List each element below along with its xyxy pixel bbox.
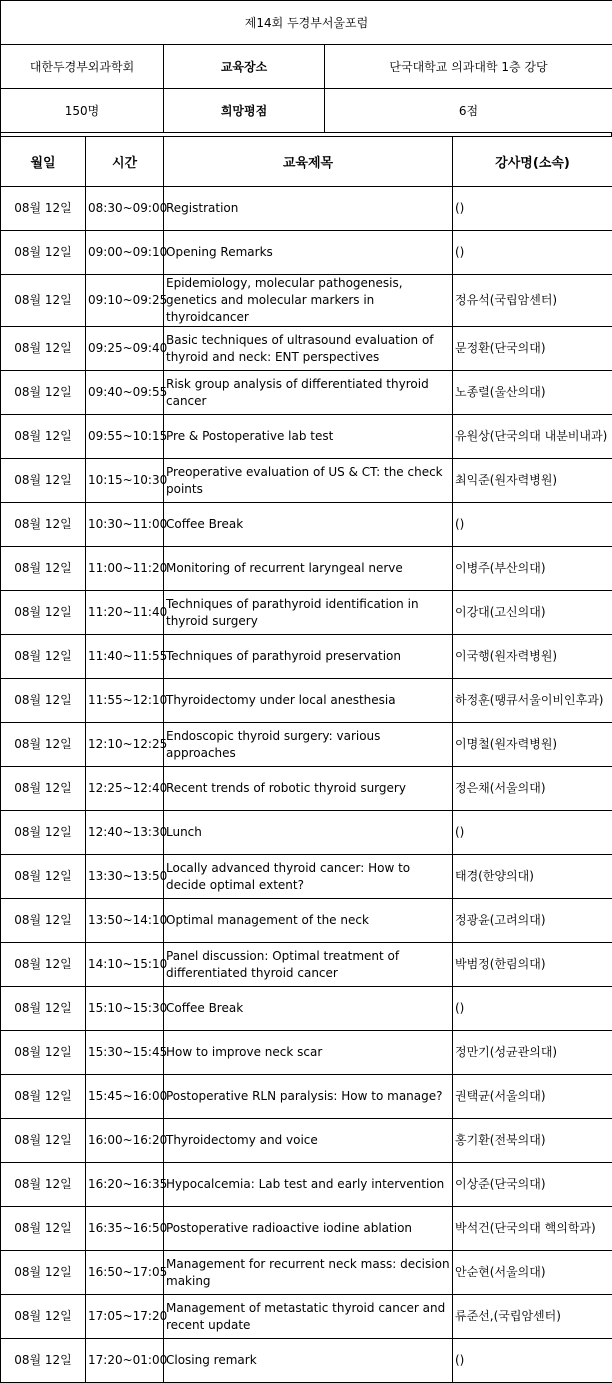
session-time: 15:45~16:00: [86, 1075, 164, 1119]
schedule-row: [1, 855, 612, 899]
session-time: 10:30~11:00: [86, 503, 164, 547]
session-date: 08월 12일: [1, 855, 86, 899]
capacity: 150명: [1, 89, 164, 133]
session-date: 08월 12일: [1, 415, 86, 459]
schedule-header-row: [1, 137, 612, 187]
session-speaker: 정광윤(고려의대): [453, 899, 612, 943]
session-title: Closing remark: [164, 1339, 453, 1383]
session-time: 17:05~17:20: [86, 1295, 164, 1339]
session-speaker: 홍기환(전북의대): [453, 1119, 612, 1163]
schedule-row: [1, 987, 612, 1031]
schedule-row: [1, 503, 612, 547]
session-speaker: (): [453, 811, 612, 855]
schedule-row: [1, 231, 612, 275]
session-date: 08월 12일: [1, 591, 86, 635]
session-time: 12:25~12:40: [86, 767, 164, 811]
session-time: 11:20~11:40: [86, 591, 164, 635]
session-date: 08월 12일: [1, 371, 86, 415]
session-speaker: 류준선,(국립암센터): [453, 1295, 612, 1339]
header-title: 교육제목: [164, 137, 453, 187]
schedule-row: [1, 1031, 612, 1075]
session-title: Thyroidectomy under local anesthesia: [164, 679, 453, 723]
session-title: Thyroidectomy and voice: [164, 1119, 453, 1163]
session-time: 15:10~15:30: [86, 987, 164, 1031]
session-date: 08월 12일: [1, 275, 86, 327]
session-speaker: 정유석(국립암센터): [453, 275, 612, 327]
session-title: Postoperative RLN paralysis: How to manage?: [164, 1075, 453, 1119]
session-title: Optimal management of the neck: [164, 899, 453, 943]
header-time: 시간: [86, 137, 164, 187]
session-time: 10:15~10:30: [86, 459, 164, 503]
session-speaker: 박석건(단국의대 핵의학과): [453, 1207, 612, 1251]
session-title: Management for recurrent neck mass: decision making: [164, 1251, 453, 1295]
session-speaker: 정은채(서울의대): [453, 767, 612, 811]
session-speaker: 이명철(원자력병원): [453, 723, 612, 767]
schedule-row: [1, 1295, 612, 1339]
session-time: 13:30~13:50: [86, 855, 164, 899]
session-date: 08월 12일: [1, 679, 86, 723]
session-date: 08월 12일: [1, 1163, 86, 1207]
session-date: 08월 12일: [1, 987, 86, 1031]
session-speaker: 문정환(단국의대): [453, 327, 612, 371]
session-speaker: (): [453, 987, 612, 1031]
session-speaker: 이병주(부산의대): [453, 547, 612, 591]
schedule-row: [1, 723, 612, 767]
session-date: 08월 12일: [1, 723, 86, 767]
header-date: 월일: [1, 137, 86, 187]
session-time: 09:00~09:10: [86, 231, 164, 275]
schedule-row: [1, 327, 612, 371]
session-date: 08월 12일: [1, 503, 86, 547]
session-speaker: 박범정(한림의대): [453, 943, 612, 987]
schedule-row: [1, 899, 612, 943]
organizer: 대한두경부외과학회: [1, 45, 164, 89]
session-time: 17:20~01:00: [86, 1339, 164, 1383]
session-speaker: 이국행(원자력병원): [453, 635, 612, 679]
schedule-table: [0, 136, 612, 1383]
forum-info-table: [0, 0, 612, 133]
session-speaker: (): [453, 503, 612, 547]
session-speaker: 태경(한양의대): [453, 855, 612, 899]
session-time: 09:55~10:15: [86, 415, 164, 459]
session-speaker: 정만기(성균관의대): [453, 1031, 612, 1075]
schedule-row: [1, 635, 612, 679]
session-time: 11:55~12:10: [86, 679, 164, 723]
session-speaker: (): [453, 1339, 612, 1383]
session-title: Monitoring of recurrent laryngeal nerve: [164, 547, 453, 591]
session-title: Epidemiology, molecular pathogenesis, genetics and molecular markers in thyroidcancer: [164, 275, 453, 327]
session-title: Opening Remarks: [164, 231, 453, 275]
schedule-row: [1, 187, 612, 231]
session-title: Registration: [164, 187, 453, 231]
session-time: 16:50~17:05: [86, 1251, 164, 1295]
session-title: Techniques of parathyroid identification in thyroid surgery: [164, 591, 453, 635]
session-date: 08월 12일: [1, 635, 86, 679]
session-speaker: 안순현(서울의대): [453, 1251, 612, 1295]
session-date: 08월 12일: [1, 1075, 86, 1119]
session-date: 08월 12일: [1, 767, 86, 811]
session-time: 16:35~16:50: [86, 1207, 164, 1251]
session-title: Techniques of parathyroid preservation: [164, 635, 453, 679]
session-time: 15:30~15:45: [86, 1031, 164, 1075]
session-title: Hypocalcemia: Lab test and early intervention: [164, 1163, 453, 1207]
session-time: 11:00~11:20: [86, 547, 164, 591]
schedule-row: [1, 811, 612, 855]
venue-label: 교육장소: [164, 45, 325, 89]
credits: 6점: [325, 89, 612, 133]
session-speaker: (): [453, 231, 612, 275]
schedule-row: [1, 1119, 612, 1163]
session-speaker: 노종렬(울산의대): [453, 371, 612, 415]
session-time: 09:10~09:25: [86, 275, 164, 327]
session-speaker: (): [453, 187, 612, 231]
session-date: 08월 12일: [1, 1207, 86, 1251]
schedule-row: [1, 1163, 612, 1207]
session-title: Coffee Break: [164, 987, 453, 1031]
schedule-row: [1, 415, 612, 459]
schedule-row: [1, 1207, 612, 1251]
header-speaker: 강사명(소속): [453, 137, 612, 187]
session-time: 16:00~16:20: [86, 1119, 164, 1163]
session-title: Recent trends of robotic thyroid surgery: [164, 767, 453, 811]
session-time: 12:40~13:30: [86, 811, 164, 855]
session-speaker: 이상준(단국의대): [453, 1163, 612, 1207]
schedule-row: [1, 1339, 612, 1383]
session-date: 08월 12일: [1, 1339, 86, 1383]
session-title: Pre & Postoperative lab test: [164, 415, 453, 459]
session-title: Risk group analysis of differentiated thyroid cancer: [164, 371, 453, 415]
session-speaker: 이강대(고신의대): [453, 591, 612, 635]
session-date: 08월 12일: [1, 943, 86, 987]
session-title: Postoperative radioactive iodine ablation: [164, 1207, 453, 1251]
session-speaker: 하정훈(땡큐서울이비인후과): [453, 679, 612, 723]
session-title: Panel discussion: Optimal treatment of differentiated thyroid cancer: [164, 943, 453, 987]
session-title: How to improve neck scar: [164, 1031, 453, 1075]
session-date: 08월 12일: [1, 1119, 86, 1163]
session-title: Lunch: [164, 811, 453, 855]
forum-title: 제14회 두경부서울포럼: [1, 1, 612, 45]
session-time: 12:10~12:25: [86, 723, 164, 767]
session-speaker: 권택균(서울의대): [453, 1075, 612, 1119]
session-speaker: 유원상(단국의대 내분비내과): [453, 415, 612, 459]
schedule-body: [1, 187, 612, 1383]
schedule-row: [1, 547, 612, 591]
session-time: 09:40~09:55: [86, 371, 164, 415]
venue: 단국대학교 의과대학 1층 강당: [325, 45, 612, 89]
session-time: 08:30~09:00: [86, 187, 164, 231]
session-title: Coffee Break: [164, 503, 453, 547]
session-date: 08월 12일: [1, 1031, 86, 1075]
schedule-row: [1, 767, 612, 811]
session-date: 08월 12일: [1, 327, 86, 371]
session-speaker: 최익준(원자력병원): [453, 459, 612, 503]
schedule-row: [1, 459, 612, 503]
session-date: 08월 12일: [1, 1295, 86, 1339]
session-date: 08월 12일: [1, 187, 86, 231]
session-date: 08월 12일: [1, 811, 86, 855]
session-date: 08월 12일: [1, 231, 86, 275]
session-time: 09:25~09:40: [86, 327, 164, 371]
session-title: Management of metastatic thyroid cancer and recent update: [164, 1295, 453, 1339]
credits-label: 희망평점: [164, 89, 325, 133]
session-title: Endoscopic thyroid surgery: various approaches: [164, 723, 453, 767]
schedule-row: [1, 943, 612, 987]
session-title: Preoperative evaluation of US & CT: the check points: [164, 459, 453, 503]
schedule-row: [1, 371, 612, 415]
session-date: 08월 12일: [1, 459, 86, 503]
schedule-row: [1, 591, 612, 635]
session-date: 08월 12일: [1, 1251, 86, 1295]
schedule-row: [1, 1075, 612, 1119]
session-time: 16:20~16:35: [86, 1163, 164, 1207]
session-title: Locally advanced thyroid cancer: How to decide optimal extent?: [164, 855, 453, 899]
schedule-row: [1, 679, 612, 723]
session-time: 14:10~15:10: [86, 943, 164, 987]
schedule-row: [1, 1251, 612, 1295]
session-title: Basic techniques of ultrasound evaluation of thyroid and neck: ENT perspectives: [164, 327, 453, 371]
session-time: 11:40~11:55: [86, 635, 164, 679]
session-date: 08월 12일: [1, 547, 86, 591]
session-time: 13:50~14:10: [86, 899, 164, 943]
session-date: 08월 12일: [1, 899, 86, 943]
schedule-row: [1, 275, 612, 327]
